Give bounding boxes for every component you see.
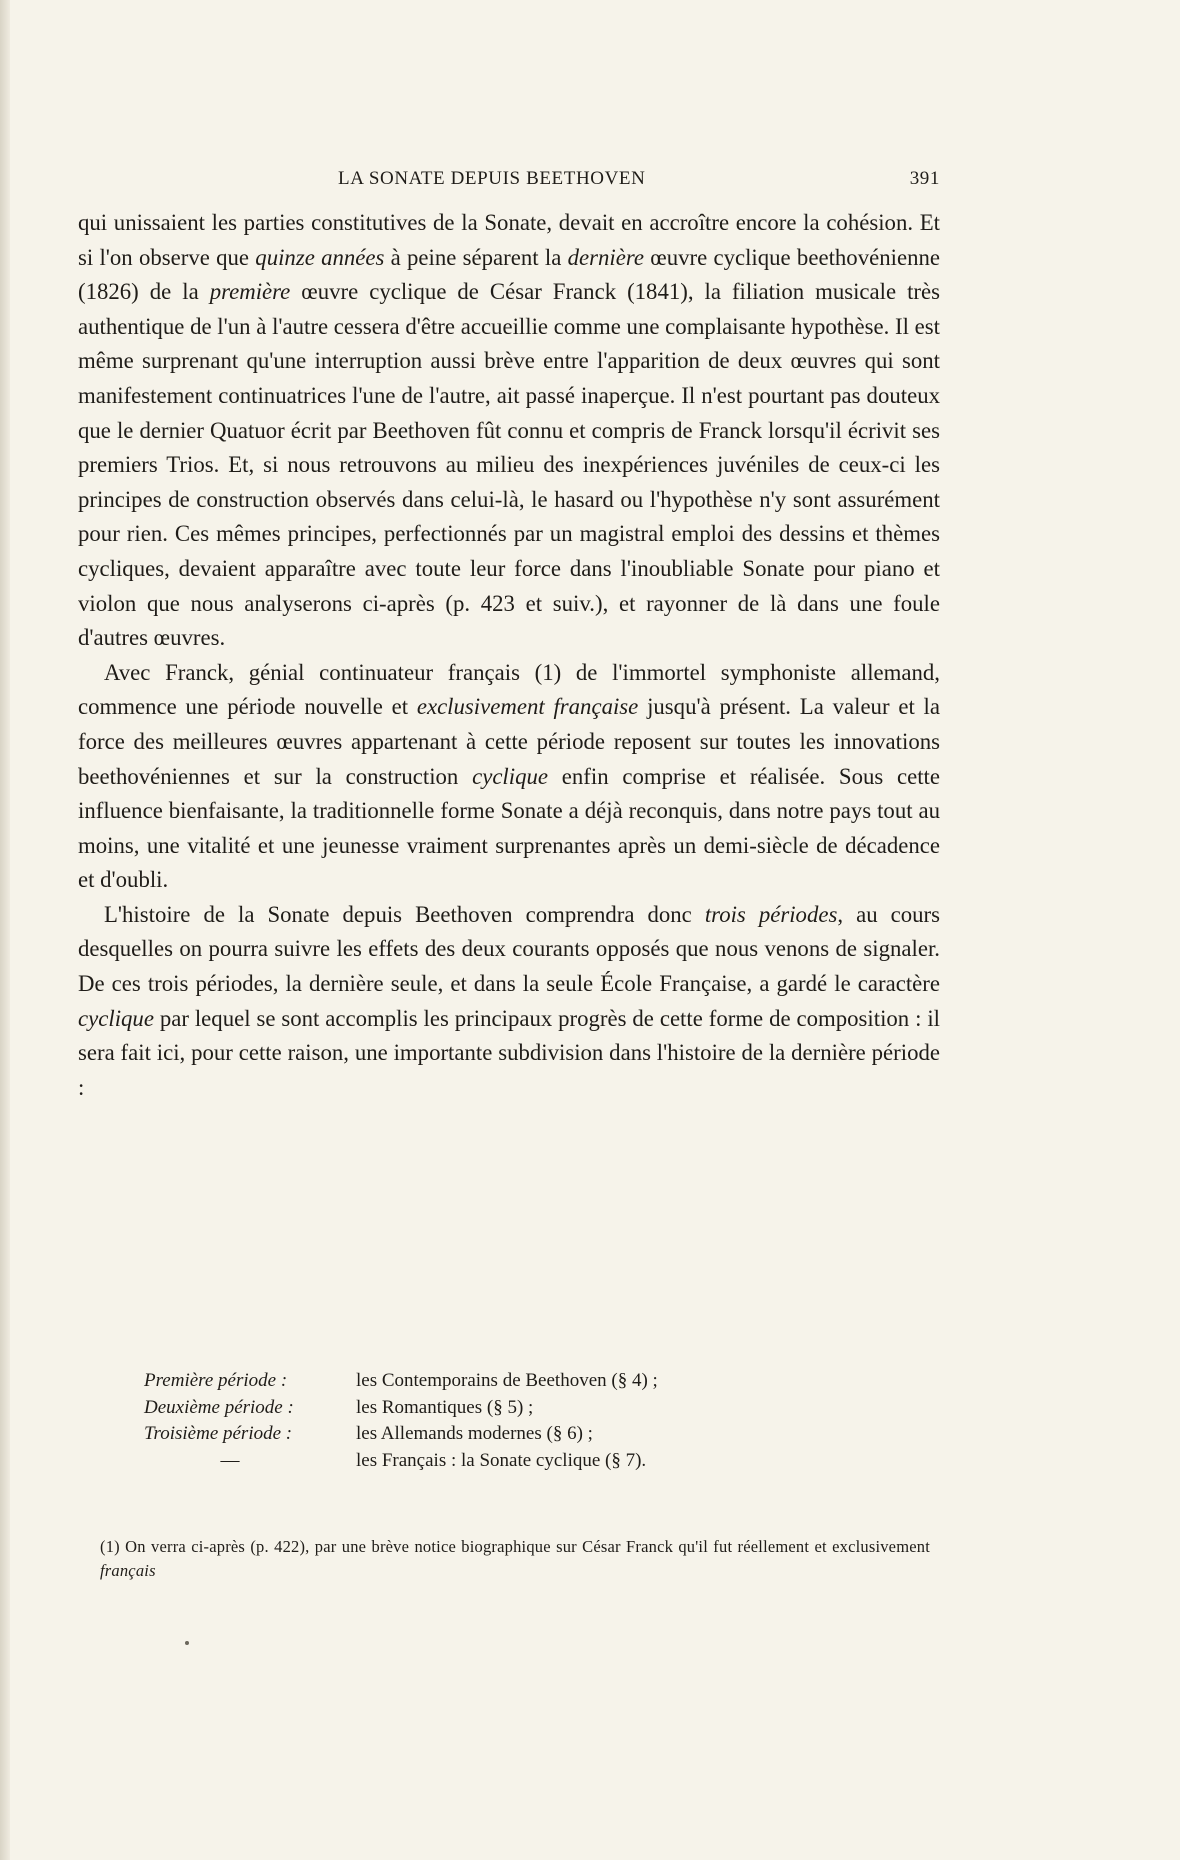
period-text: les Français : la Sonate cyclique (§ 7).: [356, 1449, 647, 1471]
running-head: [78, 168, 940, 198]
footnote-text: [100, 1535, 930, 1583]
ink-speck: [185, 1641, 189, 1645]
period-text: les Contemporains de Beethoven (§ 4) ;: [356, 1370, 658, 1391]
text-run: jusqu'à présent. La valeur et la force des meilleures œuvres appartenant à cette période reposent sur toutes les innovations beethovéniennes et sur la construction: [78, 694, 941, 789]
text-run: qui unissaient les parties constitutives de la Sonate, devait en accroître encore la cohésion. Et si l'on observe que: [78, 210, 940, 270]
running-title: LA SONATE DEPUIS BEETHOVEN: [338, 168, 646, 189]
period-text: les Allemands modernes (§ 6) ;: [356, 1423, 593, 1444]
paragraph-1: [78, 206, 940, 656]
text-run: œuvre cyclique beethovénienne (1826) de la: [78, 244, 940, 305]
main-text: [78, 206, 940, 1105]
period-label: Deuxième période :: [144, 1396, 294, 1418]
text-run: œuvre cyclique de César Franck (1841), la filiation musicale très authentique de l'un à l'autre cessera d'être accueillie comme une complaisante hypothèse. Il est même surprenant qu'une interruption aussi brève entre l'apparition de deux œuvres qui sont manifestement continuatrices l'une de l'autre, ait passé inaperçue. Il n'est pourtant pas douteux que le dernier Quatuor écrit par Beethoven fût connu et compris de Franck lorsqu'il écrivit ses premiers Trios. Et, si nous retrouvons au milieu des inexpériences juvéniles de ceux-ci les principes de construction observés dans celui-là, le hasard ou l'hypothèse n'y sont assurément pour rien. Ces mêmes principes, perfectionnés par un magistral emploi des dessins et thèmes cycliques, devaient apparaître avec toute leur force dans l'inoubliable Sonate pour piano et violon que nous analyserons ci-après (p. 423 et suiv.), et rayonner de là dans une foule d'autres œuvres.: [78, 279, 941, 651]
paragraph-2: [78, 656, 940, 898]
period-row: [144, 1395, 844, 1422]
text-run: par lequel se sont accomplis les principaux progrès de cette forme de composition : il sera fait ici, pour cette raison, une importante subdivision dans l'histoire de la dernière période :: [78, 1005, 940, 1100]
period-row: [144, 1368, 844, 1395]
page-edge: [0, 0, 10, 1860]
italic-run: français: [100, 1561, 156, 1580]
italic-run: exclusivement française: [416, 694, 639, 720]
italic-run: dernière: [567, 244, 644, 270]
italic-run: première: [209, 279, 291, 305]
italic-run: cyclique: [472, 763, 549, 789]
italic-run: trois périodes: [704, 901, 838, 927]
period-row: [144, 1421, 844, 1448]
period-label: Troisième période :: [144, 1423, 293, 1444]
period-list: [144, 1368, 844, 1474]
text-run: (1) On verra ci-après (p. 422), par une brève notice biographique sur César Franck qu'il fut réellement et exclusivement: [100, 1537, 930, 1556]
italic-run: quinze années: [255, 244, 385, 270]
paragraph-3: [78, 898, 940, 1106]
period-row: [144, 1448, 844, 1475]
text-run: L'histoire de la Sonate depuis Beethoven comprendra donc: [104, 901, 705, 927]
text-run: à peine séparent la: [384, 244, 568, 270]
period-label: Première période :: [144, 1370, 288, 1391]
period-text: les Romantiques (§ 5) ;: [356, 1396, 534, 1418]
footnote: [100, 1535, 930, 1583]
italic-run: cyclique: [78, 1005, 154, 1031]
text-run: Avec Franck, génial continuateur français (1) de l'immortel symphoniste allemand, commence une période nouvelle et: [78, 659, 940, 720]
page-number: 391: [909, 168, 940, 189]
text-run: , au cours desquelles on pourra suivre les effets des deux courants opposés que nous venons de signaler. De ces trois périodes, la dernière seule, et dans la seule École Française, a gardé le caractère: [78, 901, 940, 997]
period-label: —: [220, 1449, 240, 1471]
text-run: enfin comprise et réalisée. Sous cette influence bienfaisante, la traditionnelle forme Sonate a déjà reconquis, dans notre pays tout au moins, une vitalité et une jeunesse vraiment surprenantes après un demi-siècle de décadence et d'oubli.: [78, 763, 940, 893]
